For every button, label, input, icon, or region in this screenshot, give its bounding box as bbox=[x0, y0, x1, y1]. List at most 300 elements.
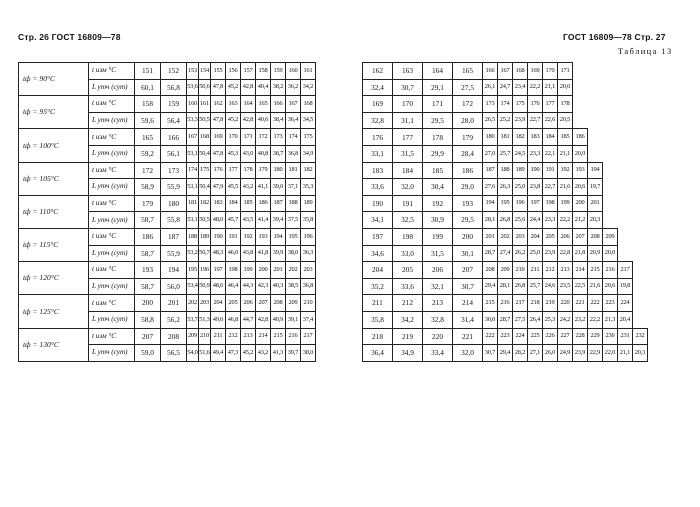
table-cell: 202 bbox=[498, 228, 513, 245]
table-cell: 37,4 bbox=[301, 311, 316, 328]
table-cell: 40,8 bbox=[256, 145, 271, 162]
table-cell: 19,8 bbox=[618, 278, 633, 295]
table-cell: 36,8 bbox=[286, 145, 301, 162]
table-cell: 184 bbox=[393, 162, 423, 179]
table-cell: 170 bbox=[393, 96, 423, 113]
table-cell: 210 bbox=[513, 262, 528, 279]
table-row bbox=[363, 96, 666, 113]
empty-cell bbox=[633, 262, 648, 279]
table-cell: 46,8 bbox=[226, 311, 241, 328]
table-cell: 170 bbox=[543, 63, 558, 80]
table-cell: 43,0 bbox=[241, 145, 256, 162]
table-cell: 226 bbox=[543, 328, 558, 345]
page-header-right: ГОСТ 16809—78 Стр. 27 bbox=[563, 32, 666, 42]
table-row bbox=[19, 328, 346, 345]
table-cell: 157 bbox=[241, 63, 256, 80]
empty-cell bbox=[648, 162, 666, 179]
table-cell: 199 bbox=[558, 195, 573, 212]
table-cell: 193 bbox=[256, 228, 271, 245]
table-cell: 25,0 bbox=[513, 179, 528, 196]
table-row bbox=[363, 162, 666, 179]
table-cell: 217 bbox=[618, 262, 633, 279]
table-row bbox=[363, 129, 666, 146]
empty-cell bbox=[648, 145, 666, 162]
table-cell: 211 bbox=[363, 295, 393, 312]
table-cell: 201 bbox=[588, 195, 603, 212]
table-cell: 171 bbox=[241, 129, 256, 146]
table-cell: 221 bbox=[453, 328, 483, 345]
table-cell: 159 bbox=[271, 63, 286, 80]
table-cell: 58,7 bbox=[135, 278, 161, 295]
table-cell: 45,5 bbox=[226, 179, 241, 196]
table-cell: 41,1 bbox=[256, 179, 271, 196]
table-cell: 168 bbox=[301, 96, 316, 113]
empty-cell bbox=[648, 179, 666, 196]
table-cell: 20,4 bbox=[618, 311, 633, 328]
table-cell: 50,9 bbox=[199, 278, 211, 295]
table-cell: 223 bbox=[603, 295, 618, 312]
table-cell: 160 bbox=[187, 96, 199, 113]
table-cell: 23,3 bbox=[543, 212, 558, 229]
table-row bbox=[363, 179, 666, 196]
table-cell: 185 bbox=[558, 129, 573, 146]
empty-cell bbox=[648, 96, 666, 113]
table-cell: 36,8 bbox=[301, 278, 316, 295]
table-cell: 208 bbox=[483, 262, 498, 279]
table-cell: 48,0 bbox=[211, 212, 226, 229]
table-row bbox=[363, 145, 666, 162]
table-cell: 27,1 bbox=[528, 345, 543, 362]
empty-cell bbox=[633, 112, 648, 129]
table-row bbox=[363, 112, 666, 129]
table-cell: 178 bbox=[558, 96, 573, 113]
table-cell: 59,2 bbox=[135, 145, 161, 162]
table-cell: 53,6 bbox=[187, 79, 199, 96]
table-cell: 34,2 bbox=[393, 311, 423, 328]
empty-cell bbox=[633, 212, 648, 229]
table-cell: 194 bbox=[483, 195, 498, 212]
table-cell: 32,5 bbox=[393, 212, 423, 229]
table-cell: 26,2 bbox=[513, 245, 528, 262]
table-cell: 204 bbox=[211, 295, 226, 312]
row-label-time: L утч (сут) bbox=[89, 145, 135, 162]
table-row bbox=[363, 245, 666, 262]
table-cell: 175 bbox=[199, 162, 211, 179]
table-cell: 48,6 bbox=[211, 278, 226, 295]
table-cell: 193 bbox=[135, 262, 161, 279]
table-cell: 55,9 bbox=[161, 245, 187, 262]
empty-cell bbox=[648, 245, 666, 262]
table-cell: 193 bbox=[453, 195, 483, 212]
table-cell: 38,4 bbox=[271, 112, 286, 129]
table-cell: 230 bbox=[603, 328, 618, 345]
table-cell: 23,8 bbox=[528, 179, 543, 196]
table-cell: 163 bbox=[393, 63, 423, 80]
table-cell: 180 bbox=[161, 195, 187, 212]
table-cell: 28,1 bbox=[498, 278, 513, 295]
table-cell: 209 bbox=[187, 328, 199, 345]
table-cell: 29,0 bbox=[453, 179, 483, 196]
table-cell: 39,9 bbox=[271, 245, 286, 262]
table-cell: 31,5 bbox=[423, 245, 453, 262]
table-cell: 25,7 bbox=[498, 145, 513, 162]
empty-cell bbox=[573, 79, 588, 96]
table-cell: 28,4 bbox=[453, 145, 483, 162]
table-cell: 206 bbox=[423, 262, 453, 279]
table-cell: 28,2 bbox=[513, 345, 528, 362]
table-cell: 159 bbox=[161, 96, 187, 113]
table-cell: 183 bbox=[363, 162, 393, 179]
table-cell: 20,0 bbox=[573, 145, 588, 162]
table-cell: 153 bbox=[187, 63, 199, 80]
table-cell: 56,5 bbox=[161, 345, 187, 362]
table-cell: 190 bbox=[528, 162, 543, 179]
table-cell: 30,0 bbox=[483, 311, 498, 328]
table-cell: 23,9 bbox=[543, 245, 558, 262]
table-cell: 212 bbox=[393, 295, 423, 312]
table-cell: 35,8 bbox=[301, 212, 316, 229]
table-cell: 186 bbox=[135, 228, 161, 245]
table-cell: 22,0 bbox=[603, 345, 618, 362]
table-cell: 43,2 bbox=[256, 345, 271, 362]
table-cell: 189 bbox=[199, 228, 211, 245]
table-cell: 41,8 bbox=[256, 245, 271, 262]
row-label-temp: t изм °C bbox=[89, 195, 135, 212]
table-cell: 200 bbox=[135, 295, 161, 312]
table-row bbox=[19, 195, 346, 212]
group-label: tф = 110°C bbox=[19, 195, 89, 228]
table-cell: 168 bbox=[199, 129, 211, 146]
table-cell: 216 bbox=[286, 328, 301, 345]
table-cell: 58,8 bbox=[135, 311, 161, 328]
table-cell: 194 bbox=[588, 162, 603, 179]
empty-cell bbox=[618, 245, 633, 262]
table-cell: 40,9 bbox=[271, 311, 286, 328]
table-cell: 41,3 bbox=[271, 345, 286, 362]
table-cell: 167 bbox=[286, 96, 301, 113]
table-cell: 22,7 bbox=[543, 179, 558, 196]
table-cell: 24,7 bbox=[498, 79, 513, 96]
table-row bbox=[19, 63, 346, 80]
table-cell: 39,0 bbox=[271, 179, 286, 196]
table-cell: 25,0 bbox=[528, 245, 543, 262]
empty-cell bbox=[648, 63, 666, 80]
table-cell: 48,3 bbox=[211, 245, 226, 262]
empty-cell bbox=[603, 79, 618, 96]
table-cell: 217 bbox=[301, 328, 316, 345]
table-cell: 53,1 bbox=[187, 179, 199, 196]
table-cell: 50,5 bbox=[199, 112, 211, 129]
table-cell: 56,0 bbox=[161, 278, 187, 295]
table-cell: 24,5 bbox=[513, 145, 528, 162]
empty-cell bbox=[633, 311, 648, 328]
table-cell: 179 bbox=[135, 195, 161, 212]
table-cell: 43,2 bbox=[241, 179, 256, 196]
table-cell: 47,8 bbox=[211, 112, 226, 129]
table-cell: 36,3 bbox=[301, 245, 316, 262]
table-cell: 45,7 bbox=[226, 212, 241, 229]
table-cell: 175 bbox=[301, 129, 316, 146]
table-cell: 43,5 bbox=[241, 212, 256, 229]
table-cell: 30,7 bbox=[393, 79, 423, 96]
row-label-time: L утч (сут) bbox=[89, 245, 135, 262]
group-label: tф = 125°C bbox=[19, 295, 89, 328]
row-label-time: L утч (сут) bbox=[89, 311, 135, 328]
table-cell: 29,5 bbox=[453, 212, 483, 229]
table-cell: 42,8 bbox=[256, 311, 271, 328]
table-cell: 28,7 bbox=[498, 311, 513, 328]
table-cell: 212 bbox=[226, 328, 241, 345]
table-cell: 219 bbox=[393, 328, 423, 345]
table-cell: 19,7 bbox=[588, 179, 603, 196]
table-cell: 213 bbox=[558, 262, 573, 279]
table-cell: 38,0 bbox=[301, 345, 316, 362]
table-cell: 47,3 bbox=[226, 345, 241, 362]
table-cell: 21,1 bbox=[543, 79, 558, 96]
table-cell: 211 bbox=[211, 328, 226, 345]
table-cell: 38,2 bbox=[271, 79, 286, 96]
table-cell: 197 bbox=[363, 228, 393, 245]
table-cell: 179 bbox=[256, 162, 271, 179]
table-cell: 27,0 bbox=[483, 145, 498, 162]
empty-cell bbox=[633, 179, 648, 196]
row-label-temp: t изм °C bbox=[89, 262, 135, 279]
table-cell: 176 bbox=[363, 129, 393, 146]
empty-cell bbox=[633, 295, 648, 312]
table-cell: 24,9 bbox=[558, 345, 573, 362]
table-cell: 152 bbox=[161, 63, 187, 80]
table-cell: 168 bbox=[513, 63, 528, 80]
table-cell: 161 bbox=[199, 96, 211, 113]
table-cell: 172 bbox=[256, 129, 271, 146]
table-cell: 203 bbox=[301, 262, 316, 279]
table-cell: 34,2 bbox=[301, 79, 316, 96]
table-cell: 21,1 bbox=[558, 145, 573, 162]
table-cell: 180 bbox=[483, 129, 498, 146]
table-cell: 227 bbox=[558, 328, 573, 345]
table-cell: 205 bbox=[393, 262, 423, 279]
page-header-left: Стр. 26 ГОСТ 16809—78 bbox=[18, 32, 121, 42]
table-cell: 171 bbox=[423, 96, 453, 113]
table-row bbox=[363, 63, 666, 80]
table-cell: 53,3 bbox=[187, 112, 199, 129]
table-cell: 30,7 bbox=[453, 278, 483, 295]
table-cell: 47,8 bbox=[211, 79, 226, 96]
table-cell: 21,1 bbox=[618, 345, 633, 362]
row-label-temp: t изм °C bbox=[89, 129, 135, 146]
table-cell: 171 bbox=[558, 63, 573, 80]
table-cell: 26,4 bbox=[528, 311, 543, 328]
row-label-time: L утч (сут) bbox=[89, 212, 135, 229]
table-cell: 50,5 bbox=[199, 212, 211, 229]
table-cell: 45,2 bbox=[226, 112, 241, 129]
empty-cell bbox=[648, 278, 666, 295]
table-cell: 183 bbox=[211, 195, 226, 212]
table-cell: 29,4 bbox=[483, 278, 498, 295]
table-cell: 60,1 bbox=[135, 79, 161, 96]
table-cell: 216 bbox=[603, 262, 618, 279]
table-cell: 207 bbox=[135, 328, 161, 345]
empty-cell bbox=[588, 96, 603, 113]
table-cell: 223 bbox=[498, 328, 513, 345]
table-cell: 174 bbox=[498, 96, 513, 113]
table-cell: 190 bbox=[363, 195, 393, 212]
empty-cell bbox=[588, 112, 603, 129]
table-cell: 28,7 bbox=[483, 245, 498, 262]
row-label-temp: t изм °C bbox=[89, 328, 135, 345]
group-label: tф = 115°C bbox=[19, 228, 89, 261]
table-cell: 212 bbox=[543, 262, 558, 279]
table-cell: 24,2 bbox=[558, 311, 573, 328]
table-cell: 50,7 bbox=[199, 245, 211, 262]
row-label-time: L утч (сут) bbox=[89, 179, 135, 196]
table-cell: 215 bbox=[271, 328, 286, 345]
empty-cell bbox=[633, 145, 648, 162]
row-label-time: L утч (сут) bbox=[89, 278, 135, 295]
table-cell: 42,8 bbox=[241, 79, 256, 96]
empty-cell bbox=[648, 295, 666, 312]
table-cell: 33,4 bbox=[423, 345, 453, 362]
table-cell: 218 bbox=[363, 328, 393, 345]
table-cell: 208 bbox=[161, 328, 187, 345]
table-cell: 228 bbox=[573, 328, 588, 345]
row-label-time: L утч (сут) bbox=[89, 345, 135, 362]
table-cell: 38,0 bbox=[286, 245, 301, 262]
table-cell: 55,8 bbox=[161, 212, 187, 229]
table-cell: 50,6 bbox=[199, 79, 211, 96]
table-cell: 26,3 bbox=[498, 179, 513, 196]
table-cell: 25,3 bbox=[543, 311, 558, 328]
empty-cell bbox=[648, 129, 666, 146]
empty-cell bbox=[648, 212, 666, 229]
table-row bbox=[363, 345, 666, 362]
empty-cell bbox=[603, 195, 618, 212]
table-cell: 181 bbox=[187, 195, 199, 212]
table-cell: 40,3 bbox=[271, 278, 286, 295]
table-cell: 218 bbox=[528, 295, 543, 312]
table-cell: 179 bbox=[453, 129, 483, 146]
table-cell: 163 bbox=[226, 96, 241, 113]
table-cell: 166 bbox=[483, 63, 498, 80]
empty-cell bbox=[618, 96, 633, 113]
table-cell: 29,4 bbox=[498, 345, 513, 362]
group-label: tф = 105°C bbox=[19, 162, 89, 195]
table-cell: 201 bbox=[483, 228, 498, 245]
table-cell: 155 bbox=[211, 63, 226, 80]
table-cell: 53,2 bbox=[187, 245, 199, 262]
table-cell: 47,8 bbox=[211, 145, 226, 162]
empty-cell bbox=[648, 228, 666, 245]
table-cell: 32,4 bbox=[363, 79, 393, 96]
table-cell: 34,6 bbox=[363, 245, 393, 262]
empty-cell bbox=[618, 162, 633, 179]
table-cell: 214 bbox=[453, 295, 483, 312]
empty-cell bbox=[603, 129, 618, 146]
empty-cell bbox=[618, 129, 633, 146]
table-cell: 34,9 bbox=[301, 145, 316, 162]
table-cell: 181 bbox=[286, 162, 301, 179]
table-cell: 225 bbox=[528, 328, 543, 345]
row-label-temp: t изм °C bbox=[89, 96, 135, 113]
table-row bbox=[363, 328, 666, 345]
table-cell: 156 bbox=[226, 63, 241, 80]
table-cell: 229 bbox=[588, 328, 603, 345]
table-cell: 53,1 bbox=[187, 212, 199, 229]
table-cell: 58,9 bbox=[135, 179, 161, 196]
table-cell: 185 bbox=[241, 195, 256, 212]
table-cell: 35,3 bbox=[301, 179, 316, 196]
row-label-time: L утч (сут) bbox=[89, 112, 135, 129]
empty-cell bbox=[618, 195, 633, 212]
table-cell: 34,9 bbox=[393, 345, 423, 362]
table-cell: 217 bbox=[513, 295, 528, 312]
table-cell: 21,3 bbox=[603, 311, 618, 328]
table-cell: 216 bbox=[498, 295, 513, 312]
table-cell: 188 bbox=[286, 195, 301, 212]
table-cell: 39,4 bbox=[271, 212, 286, 229]
table-cell: 40,4 bbox=[256, 79, 271, 96]
table-cell: 193 bbox=[573, 162, 588, 179]
table-cell: 180 bbox=[271, 162, 286, 179]
table-cell: 191 bbox=[393, 195, 423, 212]
table-cell: 199 bbox=[241, 262, 256, 279]
table-cell: 29,1 bbox=[423, 79, 453, 96]
table-cell: 165 bbox=[135, 129, 161, 146]
table-cell: 195 bbox=[286, 228, 301, 245]
table-cell: 161 bbox=[301, 63, 316, 80]
table-cell: 33,6 bbox=[363, 179, 393, 196]
empty-cell bbox=[633, 96, 648, 113]
table-cell: 199 bbox=[423, 228, 453, 245]
empty-cell bbox=[603, 96, 618, 113]
table-cell: 191 bbox=[543, 162, 558, 179]
table-cell: 207 bbox=[256, 295, 271, 312]
table-cell: 49,4 bbox=[211, 345, 226, 362]
table-cell: 33,6 bbox=[393, 278, 423, 295]
table-cell: 23,2 bbox=[573, 311, 588, 328]
table-cell: 31,1 bbox=[393, 112, 423, 129]
table-cell: 170 bbox=[226, 129, 241, 146]
table-cell: 164 bbox=[241, 96, 256, 113]
table-cell: 59,0 bbox=[135, 345, 161, 362]
table-cell: 213 bbox=[241, 328, 256, 345]
table-cell: 186 bbox=[256, 195, 271, 212]
empty-cell bbox=[633, 245, 648, 262]
table-row bbox=[363, 79, 666, 96]
table-cell: 32,0 bbox=[393, 179, 423, 196]
table-cell: 22,7 bbox=[528, 112, 543, 129]
table-cell: 50,4 bbox=[199, 145, 211, 162]
row-label-time: L утч (сут) bbox=[89, 79, 135, 96]
table-cell: 20,9 bbox=[588, 245, 603, 262]
table-cell: 200 bbox=[453, 228, 483, 245]
table-cell: 198 bbox=[226, 262, 241, 279]
table-cell: 187 bbox=[483, 162, 498, 179]
right-data-table bbox=[362, 62, 666, 362]
table-cell: 172 bbox=[453, 96, 483, 113]
table-row bbox=[19, 129, 346, 146]
table-cell: 49,0 bbox=[211, 311, 226, 328]
table-cell: 196 bbox=[199, 262, 211, 279]
empty-cell bbox=[633, 79, 648, 96]
table-cell: 30,7 bbox=[483, 345, 498, 362]
table-row bbox=[363, 262, 666, 279]
table-cell: 162 bbox=[363, 63, 393, 80]
table-cell: 207 bbox=[573, 228, 588, 245]
table-row bbox=[19, 162, 346, 179]
table-cell: 45,2 bbox=[226, 79, 241, 96]
table-cell: 186 bbox=[453, 162, 483, 179]
